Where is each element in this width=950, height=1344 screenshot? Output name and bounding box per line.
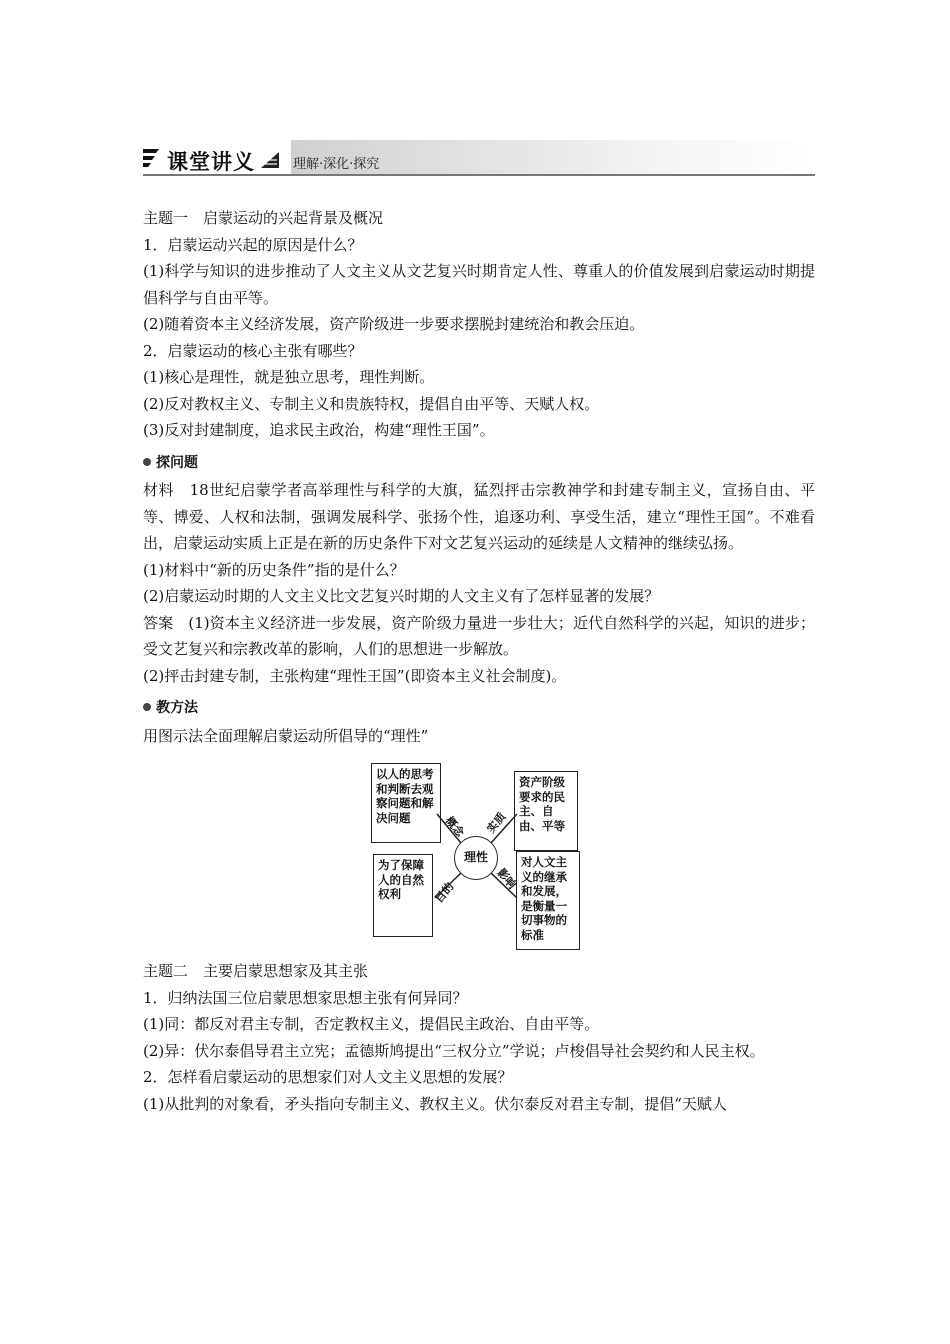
diagram-box-impact: 对人文主义的继承和发展，是衡量一切事物的标准 <box>516 851 580 950</box>
diagram-box-essence: 资产阶级要求的民主、自由、平等 <box>514 771 578 851</box>
label-impact: 影响 <box>494 866 519 892</box>
topic2-answer-1: (1)同：都反对君主专制，否定教权主义，提倡民主政治、自由平等。 <box>143 1015 600 1033</box>
diagram-center: 理性 <box>454 836 498 880</box>
question-2: 2．启蒙运动的核心主张有哪些？ <box>143 341 363 360</box>
answer-2-1: (1)核心是理性，就是独立思考，理性判断。 <box>143 368 435 386</box>
bullet-icon <box>143 703 151 711</box>
method-intro: 用图示法全面理解启蒙运动所倡导的“理性” <box>143 726 429 745</box>
diagram-box-concept: 以人的思考和判断去观察问题和解决问题 <box>371 763 441 843</box>
topic2-question-1: 1．归纳法国三位启蒙思想家思想主张有何异同？ <box>143 988 468 1007</box>
explore-heading: 探问题 <box>143 450 815 477</box>
main-content <box>143 205 815 1117</box>
answer-2-3: (3)反对封建制度，追求民主政治，构建“理性王国”。 <box>143 421 495 439</box>
banner-subtitle: 理解·深化·探究 <box>293 157 380 172</box>
explore-question-2: (2)启蒙运动时期的人文主义比文艺复兴时期的人文主义有了怎样显著的发展？ <box>143 587 660 605</box>
answer-2-2: (2)反对教权主义、专制主义和贵族特权，提倡自由平等、天赋人权。 <box>143 394 600 413</box>
bullet-icon <box>143 458 151 466</box>
topic2-answer-3: (1)从批判的对象看，矛头指向专制主义、教权主义。伏尔泰反对君主专制，提倡“天赋人 <box>143 1094 727 1113</box>
answer-1-2: (2)随着资本主义经济发展，资产阶级进一步要求摆脱封建统治和教会压迫。 <box>143 315 645 333</box>
label-purpose: 目的 <box>432 880 457 906</box>
explore-material: 材料 18世纪启蒙学者高举理性与科学的大旗，猛烈抨击宗教神学和封建专制主义，宣扬自由、平等、博爱、人权和法制，强调发展科学、张扬个性，追逐功利、享受生活，建立“理性王国”。不难看出，启蒙运动实质上正是在新的历史条件下对文艺复兴运动的延续是人文精神的继续弘扬。 <box>143 481 815 552</box>
label-concept: 概念 <box>442 814 467 840</box>
topic2-answer-2: (2)异：伏尔泰倡导君主立宪；孟德斯鸠提出“三权分立”学说；卢梭倡导社会契约和人民主权。 <box>143 1041 765 1060</box>
label-essence: 实质 <box>484 810 509 836</box>
topic1-title: 主题一 启蒙运动的兴起背景及概况 <box>143 209 384 227</box>
topic2-title: 主题二 主要启蒙思想家及其主张 <box>143 962 369 980</box>
explore-answer-1: 答案 (1)资本主义经济进一步发展，资产阶级力量进一步壮大；近代自然科学的兴起，知识的进步；受文艺复兴和宗教改革的影响，人们的思想进一步解放。 <box>143 613 815 658</box>
topic2-question-2: 2．怎样看启蒙运动的思想家们对人文主义思想的发展？ <box>143 1068 513 1086</box>
stripes-icon <box>143 149 159 167</box>
method-heading: 教方法 <box>143 695 815 722</box>
diagram-box-purpose: 为了保障人的自然权利 <box>373 854 433 937</box>
section-banner <box>143 140 815 176</box>
explore-question-1: (1)材料中“新的历史条件”指的是什么？ <box>143 560 405 579</box>
banner-title: 课堂讲义 <box>167 150 255 174</box>
answer-1-1: (1)科学与知识的进步推动了人文主义从文艺复兴时期肯定人性、尊重人的价值发展到启蒙运动时期提倡科学与自由平等。 <box>143 262 815 307</box>
reason-diagram <box>143 752 815 956</box>
question-1: 1．启蒙运动兴起的原因是什么？ <box>143 235 363 254</box>
triangle-icon <box>261 152 279 168</box>
explore-answer-2: (2)抨击封建专制，主张构建“理性王国”(即资本主义社会制度)。 <box>143 666 567 685</box>
